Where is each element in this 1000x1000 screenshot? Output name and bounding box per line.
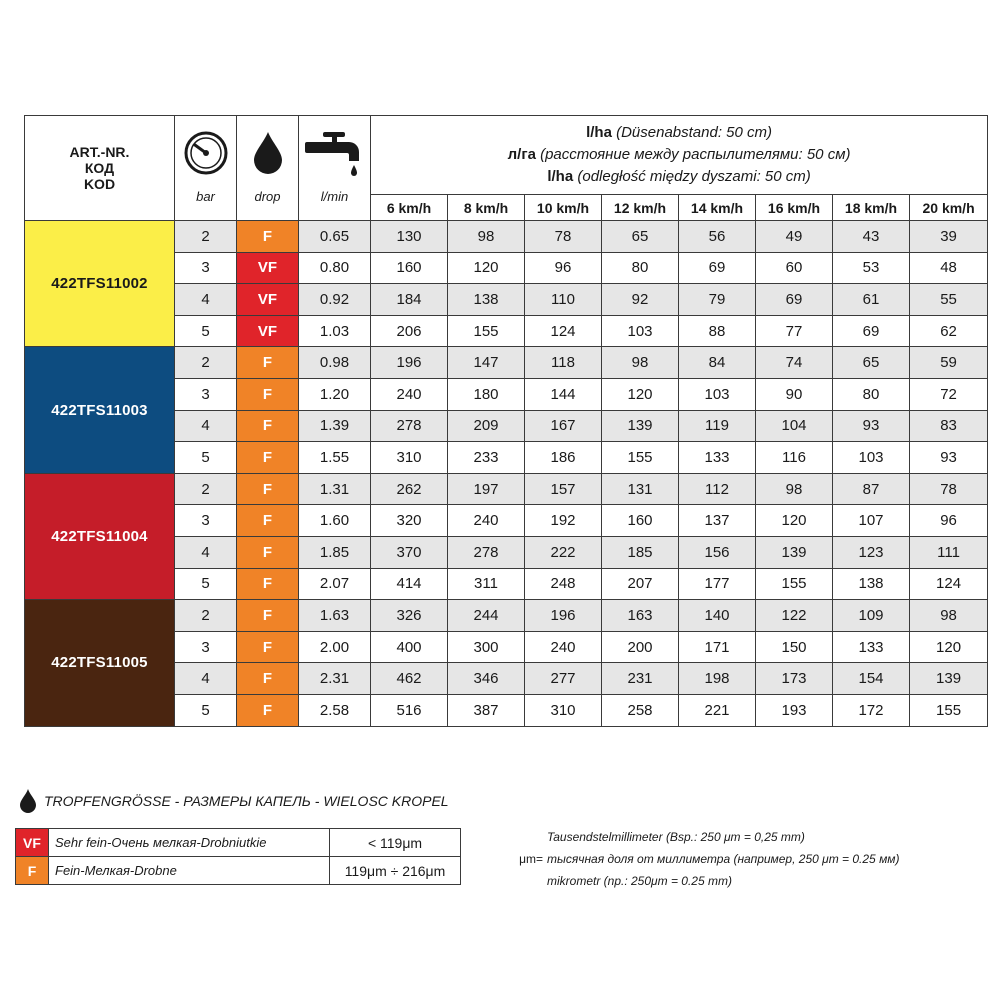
rate-cell: 185 bbox=[602, 536, 679, 568]
units-line-pl: l/ha (odległość między dyszami: 50 cm) bbox=[547, 168, 811, 185]
rate-cell: 173 bbox=[756, 663, 833, 695]
rate-cell: 123 bbox=[833, 536, 910, 568]
rate-cell: 56 bbox=[679, 221, 756, 253]
rate-cell: 139 bbox=[910, 663, 988, 695]
rate-cell: 118 bbox=[525, 347, 602, 379]
rate-cell: 144 bbox=[525, 378, 602, 410]
drop-size-badge: F bbox=[237, 410, 299, 442]
rate-cell: 171 bbox=[679, 631, 756, 663]
rate-cell: 248 bbox=[525, 568, 602, 600]
rate-cell: 462 bbox=[371, 663, 448, 695]
rate-cell: 80 bbox=[602, 252, 679, 284]
rate-cell: 69 bbox=[833, 315, 910, 347]
rate-cell: 98 bbox=[910, 600, 988, 632]
rate-cell: 120 bbox=[756, 505, 833, 537]
speed-header: 18 km/h bbox=[833, 195, 910, 221]
rate-cell: 310 bbox=[525, 694, 602, 726]
legend-code: F bbox=[16, 857, 49, 885]
rate-cell: 124 bbox=[910, 568, 988, 600]
rate-cell: 198 bbox=[679, 663, 756, 695]
rate-cell: 137 bbox=[679, 505, 756, 537]
rate-cell: 48 bbox=[910, 252, 988, 284]
pressure-cell: 5 bbox=[175, 315, 237, 347]
drop-size-badge: F bbox=[237, 663, 299, 695]
micrometer-symbol: μm= bbox=[519, 852, 543, 866]
rate-cell: 200 bbox=[602, 631, 679, 663]
drop-label: drop bbox=[254, 189, 281, 204]
rate-cell: 119 bbox=[679, 410, 756, 442]
rate-cell: 65 bbox=[833, 347, 910, 379]
rate-cell: 197 bbox=[448, 473, 525, 505]
rate-cell: 80 bbox=[833, 378, 910, 410]
drop-size-badge: F bbox=[237, 600, 299, 632]
drop-size-badge: F bbox=[237, 694, 299, 726]
rate-cell: 98 bbox=[602, 347, 679, 379]
article-code: 422TFS11003 bbox=[25, 347, 175, 473]
rate-cell: 150 bbox=[756, 631, 833, 663]
note-line: тысячная доля от миллиметра (например, 250 μm = 0.25 мм) bbox=[547, 852, 900, 866]
pressure-cell: 4 bbox=[175, 536, 237, 568]
rate-cell: 240 bbox=[448, 505, 525, 537]
speed-header: 20 km/h bbox=[910, 195, 988, 221]
rate-cell: 124 bbox=[525, 315, 602, 347]
rate-cell: 55 bbox=[910, 284, 988, 316]
rate-cell: 233 bbox=[448, 442, 525, 474]
rate-cell: 116 bbox=[756, 442, 833, 474]
flow-cell: 1.55 bbox=[299, 442, 371, 474]
rate-cell: 78 bbox=[525, 221, 602, 253]
rate-cell: 87 bbox=[833, 473, 910, 505]
rate-cell: 206 bbox=[371, 315, 448, 347]
speed-header: 14 km/h bbox=[679, 195, 756, 221]
rate-cell: 79 bbox=[679, 284, 756, 316]
rate-cell: 78 bbox=[910, 473, 988, 505]
art-nr-line: ART.-NR. bbox=[69, 144, 130, 160]
drop-size-badge: F bbox=[237, 568, 299, 600]
article-code: 422TFS11004 bbox=[25, 473, 175, 599]
micrometer-note bbox=[505, 826, 900, 892]
droplet-legend bbox=[15, 828, 461, 885]
rate-units-header bbox=[371, 116, 988, 195]
rate-cell: 49 bbox=[756, 221, 833, 253]
rate-cell: 400 bbox=[371, 631, 448, 663]
pressure-header bbox=[175, 116, 237, 221]
legend-row bbox=[16, 829, 461, 857]
pressure-cell: 4 bbox=[175, 410, 237, 442]
flow-cell: 1.20 bbox=[299, 378, 371, 410]
legend-title-text: TROPFENGRÖSSE - РАЗМЕРЫ КАПЕЛЬ - WIELOSC KROPEL bbox=[44, 793, 449, 809]
rate-cell: 112 bbox=[679, 473, 756, 505]
rate-cell: 139 bbox=[756, 536, 833, 568]
drop-size-badge: F bbox=[237, 378, 299, 410]
rate-cell: 93 bbox=[833, 410, 910, 442]
rate-cell: 93 bbox=[910, 442, 988, 474]
drop-size-badge: VF bbox=[237, 315, 299, 347]
rate-cell: 133 bbox=[833, 631, 910, 663]
flow-cell: 0.80 bbox=[299, 252, 371, 284]
rate-cell: 240 bbox=[371, 378, 448, 410]
rate-cell: 193 bbox=[756, 694, 833, 726]
flow-cell: 1.85 bbox=[299, 536, 371, 568]
flow-cell: 2.00 bbox=[299, 631, 371, 663]
rate-cell: 155 bbox=[448, 315, 525, 347]
rate-cell: 103 bbox=[602, 315, 679, 347]
rate-cell: 103 bbox=[833, 442, 910, 474]
flow-cell: 1.31 bbox=[299, 473, 371, 505]
flow-cell: 0.98 bbox=[299, 347, 371, 379]
legend-description: Fein-Мелкая-Drobne bbox=[49, 857, 330, 885]
pressure-cell: 5 bbox=[175, 568, 237, 600]
rate-cell: 516 bbox=[371, 694, 448, 726]
rate-cell: 326 bbox=[371, 600, 448, 632]
speed-header: 16 km/h bbox=[756, 195, 833, 221]
rate-cell: 138 bbox=[448, 284, 525, 316]
rate-cell: 155 bbox=[910, 694, 988, 726]
rate-cell: 160 bbox=[602, 505, 679, 537]
rate-cell: 320 bbox=[371, 505, 448, 537]
pressure-cell: 2 bbox=[175, 600, 237, 632]
rate-cell: 278 bbox=[371, 410, 448, 442]
rate-cell: 72 bbox=[910, 378, 988, 410]
rate-cell: 120 bbox=[910, 631, 988, 663]
rate-cell: 138 bbox=[833, 568, 910, 600]
rate-cell: 122 bbox=[756, 600, 833, 632]
pressure-cell: 3 bbox=[175, 378, 237, 410]
note-line: mikrometr (np.: 250μm = 0.25 mm) bbox=[547, 874, 732, 888]
legend-row bbox=[16, 857, 461, 885]
rate-cell: 59 bbox=[910, 347, 988, 379]
rate-cell: 43 bbox=[833, 221, 910, 253]
rate-cell: 69 bbox=[756, 284, 833, 316]
flow-cell: 0.92 bbox=[299, 284, 371, 316]
pressure-cell: 3 bbox=[175, 252, 237, 284]
rate-cell: 140 bbox=[679, 600, 756, 632]
drop-size-badge: F bbox=[237, 347, 299, 379]
pressure-cell: 2 bbox=[175, 347, 237, 379]
drop-header bbox=[237, 116, 299, 221]
rate-cell: 231 bbox=[602, 663, 679, 695]
rate-cell: 186 bbox=[525, 442, 602, 474]
pressure-cell: 5 bbox=[175, 442, 237, 474]
flow-cell: 2.07 bbox=[299, 568, 371, 600]
rate-cell: 163 bbox=[602, 600, 679, 632]
legend-size: < 119μm bbox=[330, 829, 461, 857]
rate-cell: 65 bbox=[602, 221, 679, 253]
rate-cell: 39 bbox=[910, 221, 988, 253]
speed-header: 6 km/h bbox=[371, 195, 448, 221]
rate-cell: 154 bbox=[833, 663, 910, 695]
drop-size-badge: VF bbox=[237, 284, 299, 316]
rate-cell: 370 bbox=[371, 536, 448, 568]
flow-cell: 1.63 bbox=[299, 600, 371, 632]
rate-cell: 109 bbox=[833, 600, 910, 632]
flow-cell: 1.03 bbox=[299, 315, 371, 347]
rate-cell: 107 bbox=[833, 505, 910, 537]
rate-cell: 310 bbox=[371, 442, 448, 474]
pressure-unit-label: bar bbox=[196, 189, 215, 204]
rate-cell: 130 bbox=[371, 221, 448, 253]
rate-cell: 221 bbox=[679, 694, 756, 726]
rate-cell: 156 bbox=[679, 536, 756, 568]
art-nr-line: KOD bbox=[83, 176, 116, 192]
pressure-cell: 4 bbox=[175, 663, 237, 695]
table-row bbox=[25, 221, 988, 253]
rate-cell: 147 bbox=[448, 347, 525, 379]
flow-cell: 1.60 bbox=[299, 505, 371, 537]
rate-cell: 167 bbox=[525, 410, 602, 442]
rate-cell: 90 bbox=[756, 378, 833, 410]
units-line-de: l/ha (Düsenabstand: 50 cm) bbox=[586, 124, 773, 141]
flow-cell: 2.31 bbox=[299, 663, 371, 695]
legend-code: VF bbox=[16, 829, 49, 857]
rate-cell: 111 bbox=[910, 536, 988, 568]
rate-cell: 180 bbox=[448, 378, 525, 410]
table-row bbox=[25, 473, 988, 505]
rate-cell: 184 bbox=[371, 284, 448, 316]
legend-title bbox=[18, 788, 449, 814]
drop-size-badge: F bbox=[237, 221, 299, 253]
drop-size-badge: F bbox=[237, 536, 299, 568]
speed-header: 10 km/h bbox=[525, 195, 602, 221]
rate-cell: 74 bbox=[756, 347, 833, 379]
drop-size-badge: F bbox=[237, 631, 299, 663]
faucet-icon bbox=[303, 130, 367, 180]
rate-cell: 83 bbox=[910, 410, 988, 442]
rate-cell: 62 bbox=[910, 315, 988, 347]
rate-cell: 53 bbox=[833, 252, 910, 284]
rate-cell: 61 bbox=[833, 284, 910, 316]
rate-cell: 258 bbox=[602, 694, 679, 726]
rate-cell: 77 bbox=[756, 315, 833, 347]
rate-cell: 120 bbox=[448, 252, 525, 284]
nozzle-table bbox=[24, 115, 988, 727]
rate-cell: 139 bbox=[602, 410, 679, 442]
art-nr-header bbox=[25, 116, 175, 221]
rate-cell: 110 bbox=[525, 284, 602, 316]
rate-cell: 96 bbox=[525, 252, 602, 284]
speed-header: 12 km/h bbox=[602, 195, 679, 221]
flow-cell: 2.58 bbox=[299, 694, 371, 726]
rate-cell: 157 bbox=[525, 473, 602, 505]
rate-cell: 177 bbox=[679, 568, 756, 600]
article-code: 422TFS11005 bbox=[25, 600, 175, 726]
rate-cell: 160 bbox=[371, 252, 448, 284]
speed-header: 8 km/h bbox=[448, 195, 525, 221]
rate-cell: 69 bbox=[679, 252, 756, 284]
rate-cell: 88 bbox=[679, 315, 756, 347]
rate-cell: 96 bbox=[910, 505, 988, 537]
pressure-cell: 2 bbox=[175, 473, 237, 505]
pressure-cell: 5 bbox=[175, 694, 237, 726]
rate-cell: 120 bbox=[602, 378, 679, 410]
rate-cell: 414 bbox=[371, 568, 448, 600]
rate-cell: 196 bbox=[371, 347, 448, 379]
units-line-ru: л/га (расстояние между распылителями: 50 см) bbox=[507, 146, 851, 163]
rate-cell: 131 bbox=[602, 473, 679, 505]
pressure-gauge-icon bbox=[182, 130, 230, 176]
drop-size-badge: F bbox=[237, 442, 299, 474]
flow-unit-label: l/min bbox=[320, 189, 349, 204]
rate-cell: 98 bbox=[448, 221, 525, 253]
rate-cell: 196 bbox=[525, 600, 602, 632]
note-line: Tausendstelmillimeter (Bsp.: 250 μm = 0,25 mm) bbox=[547, 830, 805, 844]
rate-cell: 387 bbox=[448, 694, 525, 726]
rate-cell: 103 bbox=[679, 378, 756, 410]
rate-cell: 346 bbox=[448, 663, 525, 695]
legend-size: 119μm ÷ 216μm bbox=[330, 857, 461, 885]
rate-cell: 311 bbox=[448, 568, 525, 600]
article-code: 422TFS11002 bbox=[25, 221, 175, 347]
rate-cell: 278 bbox=[448, 536, 525, 568]
drop-size-badge: F bbox=[237, 473, 299, 505]
legend-description: Sehr fein-Очень мелкая-Drobniutkie bbox=[49, 829, 330, 857]
rate-cell: 192 bbox=[525, 505, 602, 537]
rate-cell: 172 bbox=[833, 694, 910, 726]
pressure-cell: 2 bbox=[175, 221, 237, 253]
rate-cell: 240 bbox=[525, 631, 602, 663]
rate-cell: 222 bbox=[525, 536, 602, 568]
rate-cell: 155 bbox=[602, 442, 679, 474]
rate-cell: 300 bbox=[448, 631, 525, 663]
rate-cell: 60 bbox=[756, 252, 833, 284]
table-row bbox=[25, 347, 988, 379]
rate-cell: 262 bbox=[371, 473, 448, 505]
table-row bbox=[25, 600, 988, 632]
art-nr-line: КОД bbox=[84, 160, 115, 176]
pressure-cell: 3 bbox=[175, 505, 237, 537]
rate-cell: 92 bbox=[602, 284, 679, 316]
flow-header bbox=[299, 116, 371, 221]
droplet-icon bbox=[18, 788, 38, 814]
rate-cell: 277 bbox=[525, 663, 602, 695]
rate-cell: 104 bbox=[756, 410, 833, 442]
flow-cell: 0.65 bbox=[299, 221, 371, 253]
rate-cell: 84 bbox=[679, 347, 756, 379]
flow-cell: 1.39 bbox=[299, 410, 371, 442]
rate-cell: 244 bbox=[448, 600, 525, 632]
rate-cell: 207 bbox=[602, 568, 679, 600]
rate-cell: 155 bbox=[756, 568, 833, 600]
drop-size-badge: VF bbox=[237, 252, 299, 284]
drop-size-badge: F bbox=[237, 505, 299, 537]
rate-cell: 98 bbox=[756, 473, 833, 505]
rate-cell: 209 bbox=[448, 410, 525, 442]
rate-cell: 133 bbox=[679, 442, 756, 474]
droplet-icon bbox=[250, 130, 286, 176]
pressure-cell: 3 bbox=[175, 631, 237, 663]
pressure-cell: 4 bbox=[175, 284, 237, 316]
